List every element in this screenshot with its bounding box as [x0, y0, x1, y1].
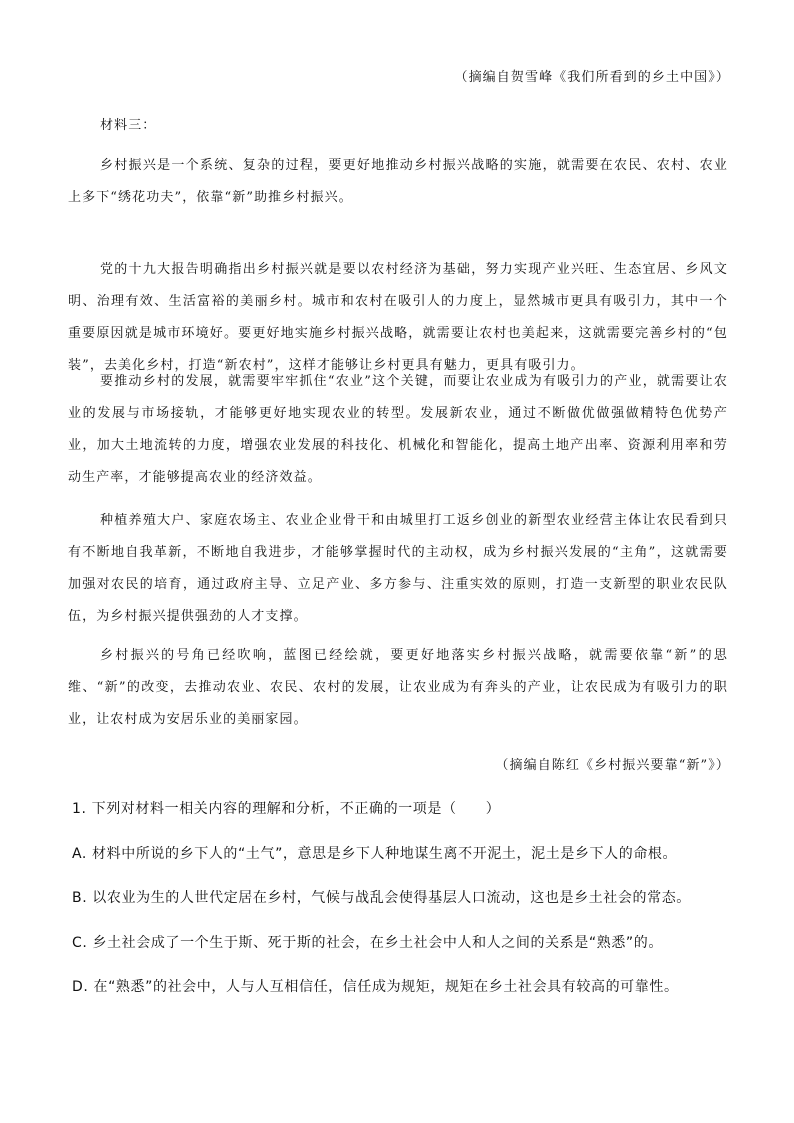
paragraph-4: 种植养殖大户、家庭农场主、农业企业骨干和由城里打工返乡创业的新型农业经营主体让农民看到只有不断地自我革新，不断地自我进步，才能够掌握时代的主动权，成为乡村振兴发展的“主角”，这就需要加强对农民的培育，通过政府主导、立足产业、多方参与、注重实效的原则，打造一支新型的职业农民队伍，为乡村振兴提供强劲的人才支撑。: [68, 513, 728, 624]
source-citation-top: （摘编自贺雪峰《我们所看到的乡土中国》）: [454, 70, 730, 85]
paragraph-2: 党的十九大报告明确指出乡村振兴就是要以农村经济为基础，努力实现产业兴旺、生态宜居、乡风文明、治理有效、生活富裕的美丽乡村。城市和农村在吸引人的力度上，显然城市更具有吸引力，其中一个重要原因就是城市环境好。要更好地实施乡村振兴战略，就需要让农村也美起来，这就需要完善乡村的“包装”，去美化乡村，打造“新农村”，这样才能够让乡村更具有魅力，更具有吸引力。: [68, 262, 728, 373]
material-heading: 材料三：: [100, 118, 157, 133]
source-citation-bottom: （摘编自陈红《乡村振兴要靠“新”》）: [495, 758, 730, 773]
question-stem: 1. 下列对材料一相关内容的理解和分析，不正确的一项是（ ）: [72, 801, 501, 817]
option-b[interactable]: B. 以农业为生的人世代定居在乡村，气候与战乱会使得基层人口流动，这也是乡土社会的常态。: [72, 890, 691, 906]
option-d[interactable]: D. 在“熟悉”的社会中，人与人互相信任，信任成为规矩，规矩在乡土社会具有较高的可靠性。: [72, 979, 679, 995]
paragraph-3: 要推动乡村的发展，就需要牢牢抓住“农业”这个关键，而要让农业成为有吸引力的产业，就需要让农业的发展与市场接轨，才能够更好地实现农业的转型。发展新农业，通过不断做优做强做精特色优势产业，加大土地流转的力度，增强农业发展的科技化、机械化和智能化，提高土地产出率、资源利用率和劳动生产率，才能够提高农业的经济效益。: [68, 374, 728, 485]
paragraph-5: 乡村振兴的号角已经吹响，蓝图已经绘就，要更好地落实乡村振兴战略，就需要依靠“新”的思维、“新”的改变，去推动农业、农民、农村的发展，让农业成为有奔头的产业，让农民成为有吸引力的职业，让农村成为安居乐业的美丽家园。: [68, 648, 728, 727]
option-a[interactable]: A. 材料中所说的乡下人的“土气”，意思是乡下人种地谋生离不开泥土，泥土是乡下人的命根。: [72, 846, 678, 862]
option-c[interactable]: C. 乡土社会成了一个生于斯、死于斯的社会，在乡土社会中人和人之间的关系是“熟悉”的。: [72, 935, 663, 951]
paragraph-1: 乡村振兴是一个系统、复杂的过程，要更好地推动乡村振兴战略的实施，就需要在农民、农村、农业上多下“绣花功夫”，依靠“新”助推乡村振兴。: [68, 158, 728, 205]
